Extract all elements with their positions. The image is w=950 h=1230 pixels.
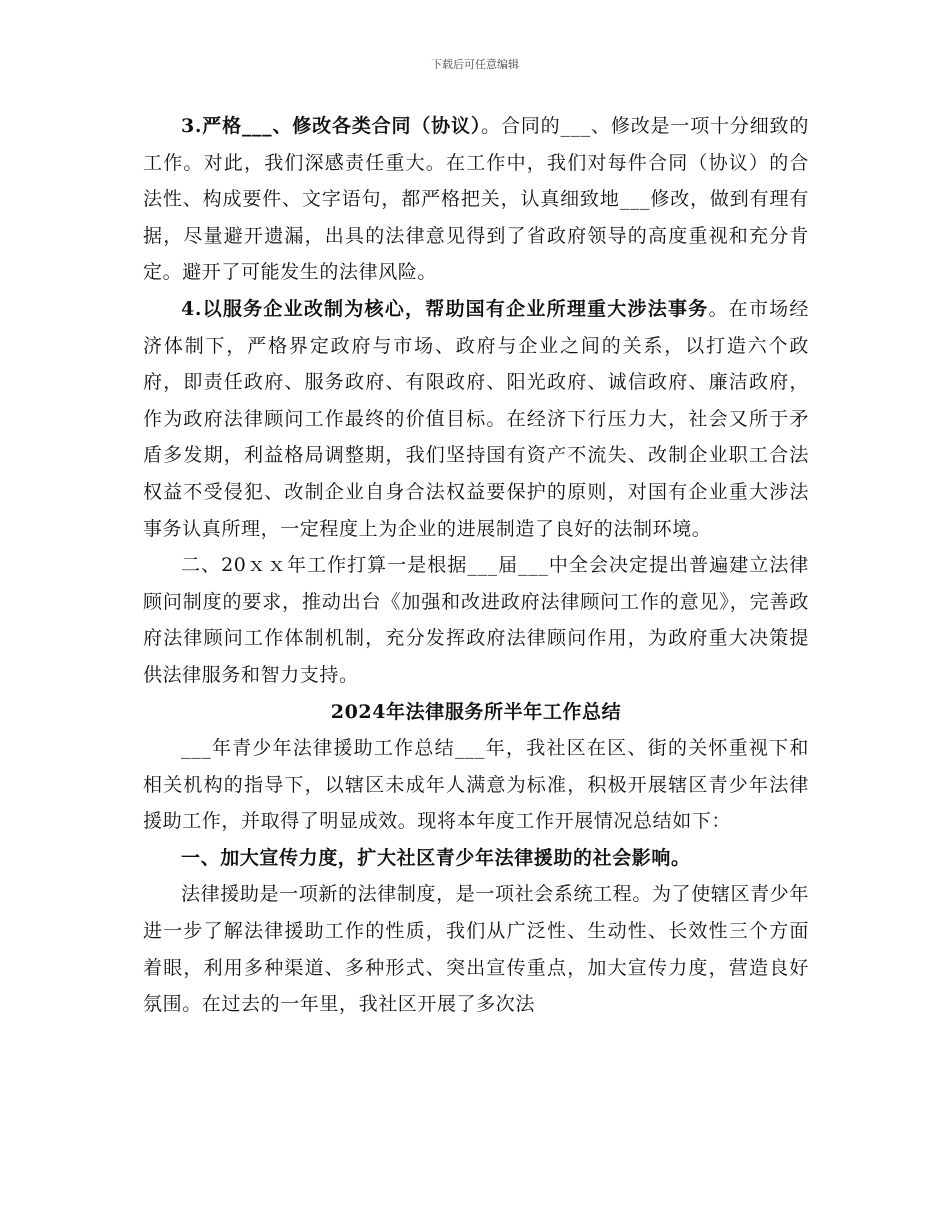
paragraph-intro: ___年青少年法律援助工作总结___年，我社区在区、街的关怀重视下和相关机构的指导下，以辖区未成年人满意为标准，积极开展辖区青少年法律援助工作，并取得了明显成效。现将本年度工作开展情况总结如下： bbox=[143, 737, 809, 833]
paragraph-enterprise-reform bbox=[143, 291, 809, 547]
paragraph-publicity: 法律援助是一项新的法律制度，是一项社会系统工程。为了使辖区青少年进一步了解法律援助工作的性质，我们从广泛性、生动性、长效性三个方面着眼，利用多种渠道、多种形式、突出宣传重点，加大宣传力度，营造良好氛围。在过去的一年里，我社区开展了多次法 bbox=[143, 883, 809, 1016]
paragraph-work-plan: 二、20ｘｘ年工作打算一是根据___届___中全会决定提出普遍建立法律顾问制度的要求，推动出台《加强和改进政府法律顾问工作的意见》，完善政府法律顾问工作体制机制，充分发挥政府法律顾问作用，为政府重大决策提供法律服务和智力支持。 bbox=[143, 554, 809, 686]
section-heading: 一、加大宣传力度，扩大社区青少年法律援助的社会影响。 bbox=[181, 846, 691, 869]
page-header-note: 下载后可任意编辑 bbox=[431, 58, 519, 71]
paragraph-lead-bold: 4.以服务企业改制为核心，帮助国有企业所理重大涉法事务 bbox=[181, 297, 709, 320]
paragraph-contract-review bbox=[143, 108, 809, 291]
document-title: 2024年法律服务所半年工作总结 bbox=[330, 700, 622, 723]
paragraph-lead-bold: 3.严格___、修改各类合同（协议） bbox=[181, 115, 482, 137]
paragraph-text: 。在市场经济体制下，严格界定政府与市场、政府与企业之间的关系，以打造六个政府，即责任政府、服务政府、有限政府、阳光政府、诚信政府、廉洁政府，作为政府法律顾问工作最终的价值目标。在经济下行压力大，社会又所于矛盾多发期，利益格局调整期，我们坚持国有资产不流失、改制企业职工合法权益不受侵犯、改制企业自身合法权益要保护的原则，对国有企业重大涉法事务认真所理，一定程度上为企业的进展制造了良好的法制环境。 bbox=[143, 297, 809, 540]
document-body bbox=[143, 108, 809, 1023]
paragraph-text: 。合同的___、修改是一项十分细致的工作。对此，我们深感责任重大。在工作中，我们对每件合同（协议）的合法性、构成要件、文字语句，都严格把关，认真细致地___修改，做到有理有据，尽量避开遗漏，出具的法律意见得到了省政府领导的高度重视和充分肯定。避开了可能发生的法律风险。 bbox=[143, 115, 809, 284]
